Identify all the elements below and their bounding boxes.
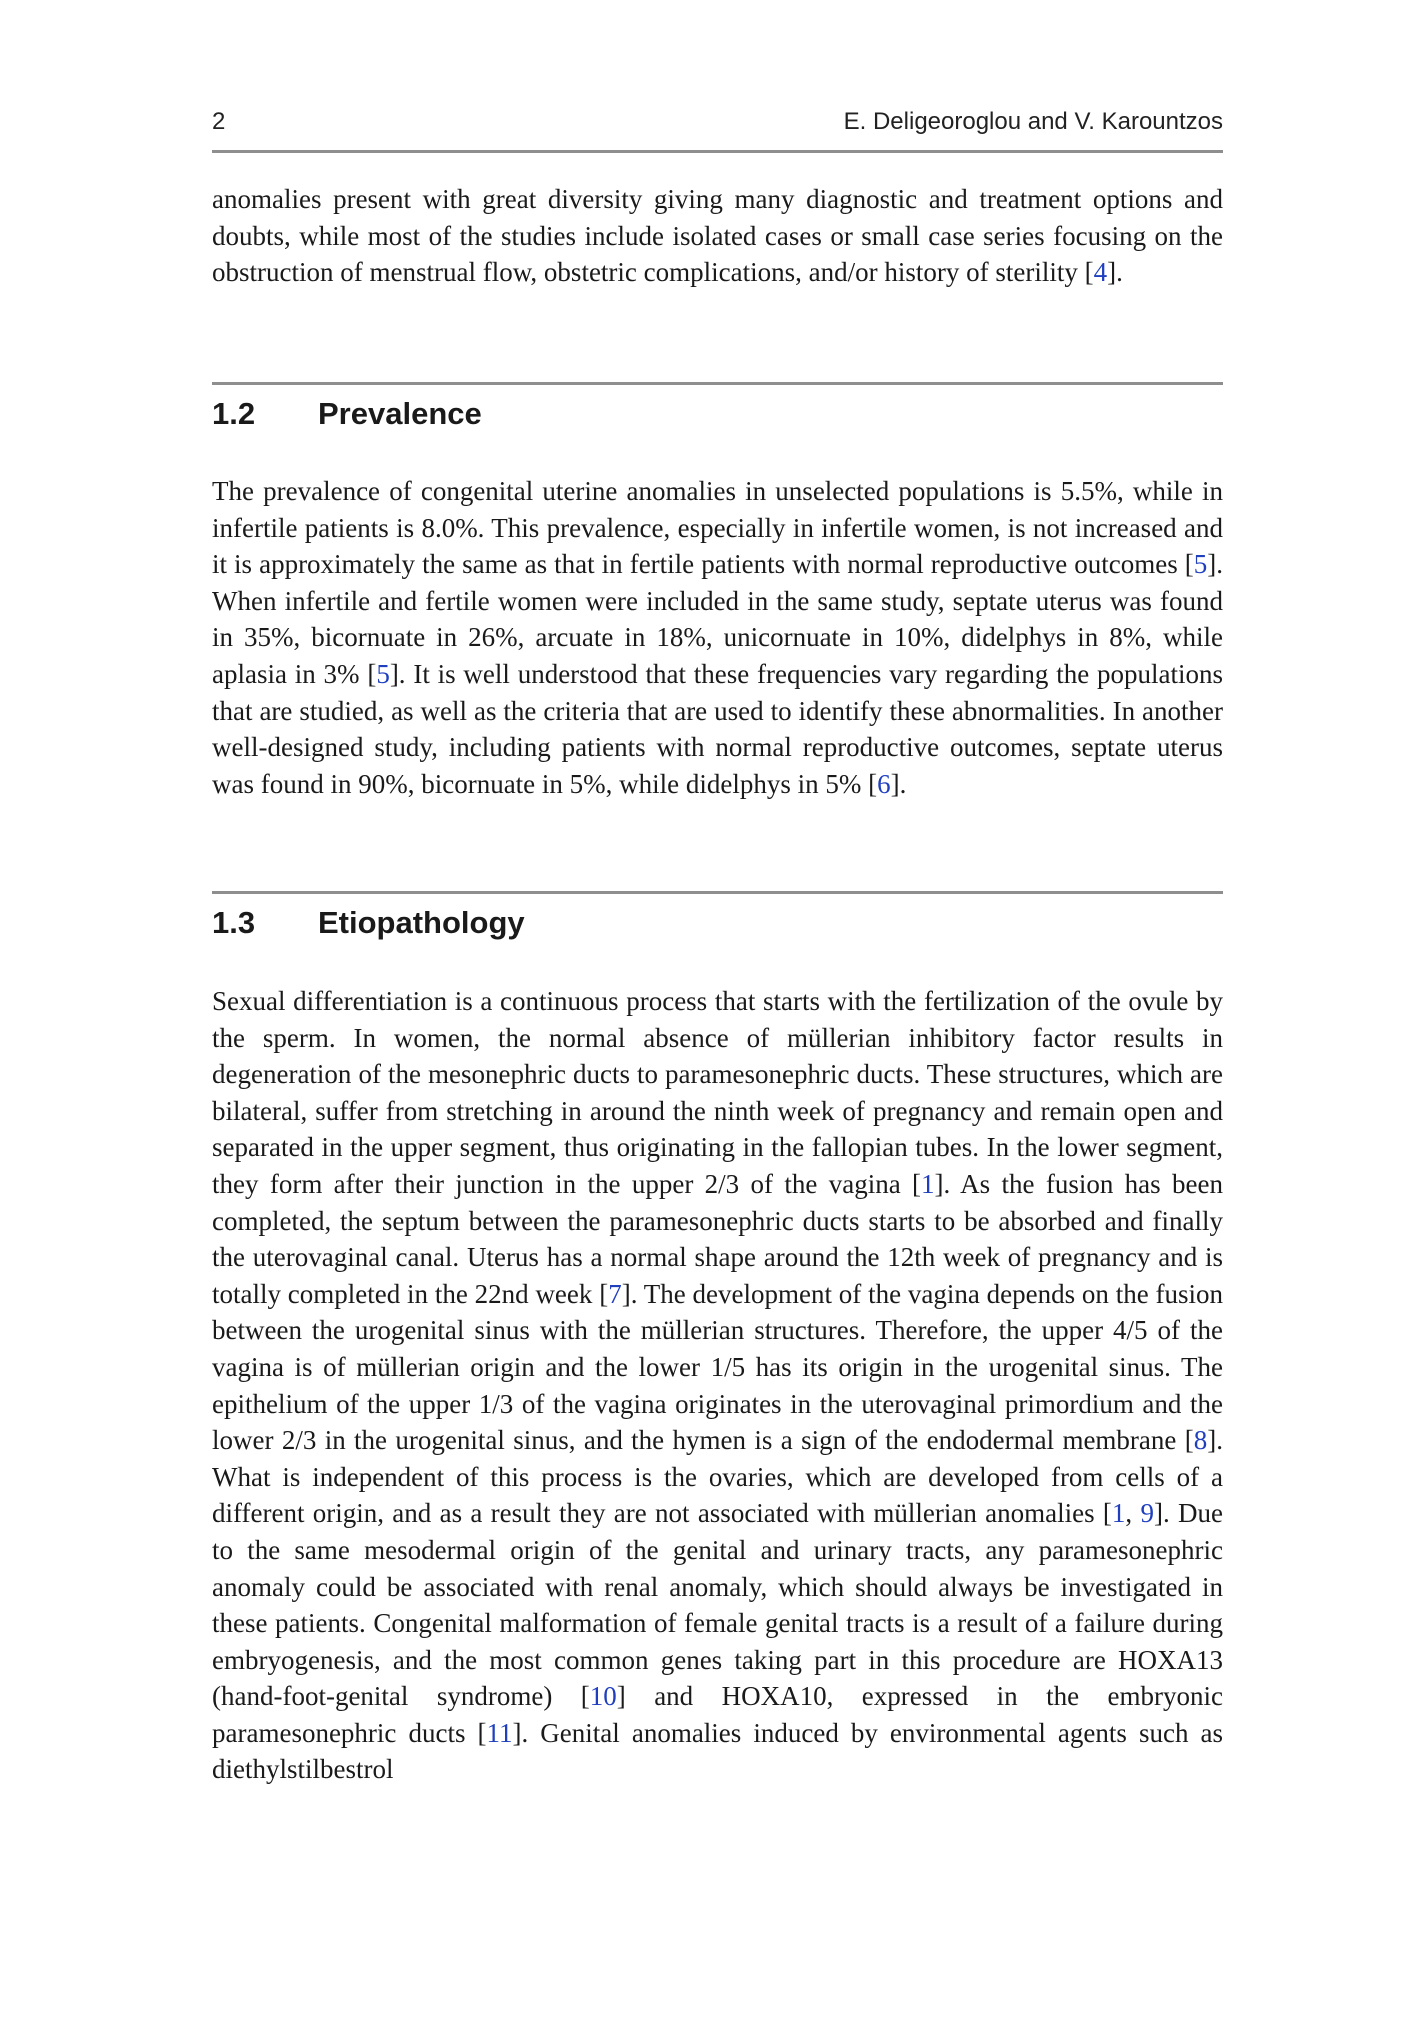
citation-link[interactable]: 8 — [1193, 1425, 1208, 1456]
section-rule — [212, 891, 1223, 894]
text-run: ]. — [890, 768, 907, 799]
citation-link[interactable]: 7 — [608, 1278, 622, 1309]
citation-link[interactable]: 1 — [921, 1168, 935, 1199]
text-run: ]. The development of the vagina depends on the fusion between the urogenital sinus with the müllerian structures. Therefore, the upper 4/5 of the vagina is of müllerian origin and the lower 1/5 has its origin in the urogenital sinus. The epithelium of the upper 1/3 of the vagina originates in the uterovaginal primordium and the lower 2/3 in the urogenital sinus, and the hymen is a sign of the endodermal membrane [ — [212, 1278, 1224, 1456]
text-run: ]. What is independent of this process is the ovaries, which are developed from cells of a different origin, and as a result they are not associated with müllerian anomalies [ — [212, 1425, 1223, 1529]
text-run: ]. When infertile and fertile women were included in the same study, septate uterus was found in 35%, bicornuate in 26%, arcuate in 18%, unicornuate in 10%, didelphys in 8%, while aplasia in 3% [ — [212, 549, 1223, 689]
text-run: ]. Genital anomalies induced by environmental agents such as diethylstilbestrol — [212, 1717, 1223, 1785]
text-run: , — [1125, 1498, 1141, 1529]
text-run: ]. As the fusion has been completed, the septum between the paramesonephric ducts starts to be absorbed and finally the uterovaginal canal. Uterus has a normal shape around the 12th week of pregnancy and is totally completed in the 22nd week [ — [212, 1168, 1223, 1309]
section-title: Etiopathology — [318, 905, 525, 940]
page-number: 2 — [212, 108, 226, 135]
citation-link[interactable]: 5 — [376, 658, 390, 689]
text-run: The prevalence of congenital uterine anomalies in unselected populations is 5.5%, while in infertile patients is 8.0%. This prevalence, especially in infertile women, is not increased and it is approximately the same as that in fertile patients with normal reproductive outcomes [ — [212, 476, 1223, 580]
running-head-authors: E. Deligeoroglou and V. Karountzos — [843, 108, 1223, 135]
citation-link[interactable]: 10 — [589, 1681, 617, 1712]
etiopathology-paragraph — [212, 983, 1223, 1788]
citation-link[interactable]: 4 — [1093, 257, 1108, 288]
section-title: Prevalence — [318, 396, 482, 431]
citation-link[interactable]: 11 — [486, 1717, 513, 1748]
text-run: ]. Due to the same mesodermal origin of the genital and urinary tracts, any paramesonephric anomaly could be associated with renal anomaly, which should always be investigated in these patients. Congenital malformation of female genital tracts is a result of a failure during embryogenesis, and the most common genes taking part in this procedure are HOXA13 (hand-foot-genital syndrome) [ — [212, 1498, 1223, 1712]
running-head — [212, 108, 1223, 148]
section-number: 1.3 — [212, 905, 256, 940]
citation-link[interactable]: 6 — [877, 768, 891, 799]
intro-paragraph — [212, 181, 1223, 291]
citation-link[interactable]: 1 — [1111, 1498, 1126, 1529]
text-run: anomalies present with great diversity giving many diagnostic and treatment options and doubts, while most of the studies include isolated cases or small case series focusing on the obstruction of menstrual flow, obstetric complications, and/or history of sterility [ — [212, 184, 1223, 288]
citation-link[interactable]: 9 — [1140, 1498, 1154, 1529]
header-rule — [212, 150, 1223, 153]
section-heading-prevalence — [212, 396, 1223, 432]
prevalence-paragraph — [212, 473, 1223, 802]
text-run: ] and HOXA10, expressed in the embryonic paramesonephric ducts [ — [212, 1681, 1223, 1748]
text-run: Sexual differentiation is a continuous process that starts with the fertilization of the ovule by the sperm. In women, the normal absence of müllerian inhibitory factor results in degeneration of the mesonephric ducts to paramesonephric ducts. These structures, which are bilateral, suffer from stretching in around the ninth week of pregnancy and remain open and separated in the upper segment, thus originating in the fallopian tubes. In the lower segment, they form after their junction in the upper 2/3 of the vagina [ — [212, 986, 1223, 1199]
section-heading-etiopathology — [212, 905, 1223, 941]
section-number: 1.2 — [212, 396, 256, 431]
citation-link[interactable]: 5 — [1193, 549, 1208, 580]
text-run: ]. — [1107, 257, 1123, 288]
text-run: ]. It is well understood that these frequencies vary regarding the populations that are studied, as well as the criteria that are used to identify these abnormalities. In another well-designed study, including patients with normal reproductive outcomes, septate uterus was found in 90%, bicornuate in 5%, while didelphys in 5% [ — [212, 658, 1223, 799]
section-rule — [212, 382, 1223, 385]
